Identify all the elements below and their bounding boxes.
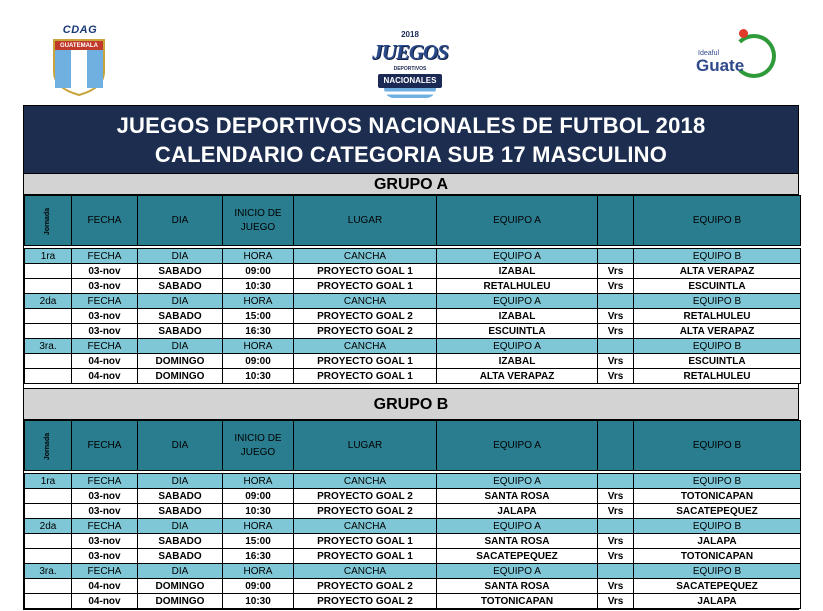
sub-dia: DIA xyxy=(138,519,223,534)
match-equipo-a: SACATEPEQUEZ xyxy=(437,549,598,564)
table-row xyxy=(25,354,801,369)
table-row xyxy=(25,579,801,594)
sub-dia: DIA xyxy=(138,339,223,354)
match-jornada xyxy=(25,264,72,279)
match-equipo-a: SANTA ROSA xyxy=(437,489,598,504)
sub-dia: DIA xyxy=(138,564,223,579)
match-fecha: 03-nov xyxy=(72,264,138,279)
cdag-shield-label: GUATEMALA xyxy=(60,43,98,49)
match-fecha: 04-nov xyxy=(72,354,138,369)
round-label: 1ra xyxy=(25,474,72,489)
match-equipo-a: ESCUINTLA xyxy=(437,324,598,339)
title-band xyxy=(24,106,798,173)
match-cancha: PROYECTO GOAL 1 xyxy=(294,549,437,564)
match-vs: Vrs xyxy=(598,489,634,504)
match-jornada xyxy=(25,579,72,594)
juegos-logo-sub: DEPORTIVOS xyxy=(393,66,427,72)
table-row xyxy=(25,594,801,609)
round-header-row xyxy=(25,519,801,534)
match-vs: Vrs xyxy=(598,549,634,564)
match-hora: 09:00 xyxy=(223,264,294,279)
match-dia: DOMINGO xyxy=(138,594,223,609)
match-dia: SABADO xyxy=(138,264,223,279)
match-fecha: 03-nov xyxy=(72,504,138,519)
table-row xyxy=(25,279,801,294)
match-equipo-a: JALAPA xyxy=(437,504,598,519)
match-hora: 09:00 xyxy=(223,489,294,504)
header-dia: DIA xyxy=(138,196,223,246)
sub-equipo-b: EQUIPO B xyxy=(634,474,801,489)
match-vs: Vrs xyxy=(598,594,634,609)
match-jornada xyxy=(25,279,72,294)
match-fecha: 03-nov xyxy=(72,549,138,564)
match-dia: SABADO xyxy=(138,534,223,549)
match-jornada xyxy=(25,309,72,324)
header-inicio: INICIO DE JUEGO xyxy=(223,421,294,471)
match-hora: 15:00 xyxy=(223,309,294,324)
sub-hora: HORA xyxy=(223,294,294,309)
sub-hora: HORA xyxy=(223,564,294,579)
sub-vs xyxy=(598,564,634,579)
match-fecha: 03-nov xyxy=(72,324,138,339)
juegos-logo-year: 2018 xyxy=(401,30,419,39)
match-vs: Vrs xyxy=(598,504,634,519)
header-vs xyxy=(598,196,634,246)
match-equipo-b: RETALHULEU xyxy=(634,309,801,324)
sub-equipo-a: EQUIPO A xyxy=(437,564,598,579)
match-cancha: PROYECTO GOAL 1 xyxy=(294,264,437,279)
match-vs: Vrs xyxy=(598,354,634,369)
sub-vs xyxy=(598,519,634,534)
round-label: 1ra xyxy=(25,249,72,264)
group-schedule-table xyxy=(24,195,801,384)
round-header-row xyxy=(25,249,801,264)
table-row xyxy=(25,489,801,504)
juegos-logo-band: NACIONALES xyxy=(378,74,442,88)
match-hora: 16:30 xyxy=(223,549,294,564)
match-vs: Vrs xyxy=(598,264,634,279)
match-equipo-b: ESCUINTLA xyxy=(634,354,801,369)
sub-equipo-b: EQUIPO B xyxy=(634,294,801,309)
match-vs: Vrs xyxy=(598,579,634,594)
sub-equipo-b: EQUIPO B xyxy=(634,339,801,354)
match-equipo-b: TOTONICAPAN xyxy=(634,489,801,504)
group-title: GRUPO A xyxy=(24,173,798,195)
match-equipo-b: RETALHULEU xyxy=(634,369,801,384)
match-equipo-a: IZABAL xyxy=(437,309,598,324)
group-schedule-table xyxy=(24,420,801,609)
round-header-row xyxy=(25,564,801,579)
match-hora: 15:00 xyxy=(223,534,294,549)
match-cancha: PROYECTO GOAL 2 xyxy=(294,504,437,519)
sub-cancha: CANCHA xyxy=(294,294,437,309)
match-vs: Vrs xyxy=(598,309,634,324)
sub-equipo-a: EQUIPO A xyxy=(437,294,598,309)
sub-hora: HORA xyxy=(223,249,294,264)
juegos-logo-main: JUEGOS xyxy=(372,40,448,64)
sub-fecha: FECHA xyxy=(72,249,138,264)
match-dia: SABADO xyxy=(138,489,223,504)
match-jornada xyxy=(25,489,72,504)
match-equipo-b: ALTA VERAPAZ xyxy=(634,324,801,339)
match-vs: Vrs xyxy=(598,324,634,339)
sub-cancha: CANCHA xyxy=(294,564,437,579)
match-fecha: 04-nov xyxy=(72,579,138,594)
table-row xyxy=(25,534,801,549)
round-header-row xyxy=(25,339,801,354)
match-dia: SABADO xyxy=(138,504,223,519)
cdag-logo xyxy=(50,24,108,96)
sub-equipo-a: EQUIPO A xyxy=(437,519,598,534)
match-equipo-b: TOTONICAPAN xyxy=(634,549,801,564)
header-fecha: FECHA xyxy=(72,196,138,246)
match-equipo-a: SANTA ROSA xyxy=(437,534,598,549)
match-cancha: PROYECTO GOAL 1 xyxy=(294,369,437,384)
match-jornada xyxy=(25,504,72,519)
match-dia: DOMINGO xyxy=(138,369,223,384)
match-fecha: 04-nov xyxy=(72,594,138,609)
match-equipo-b: ESCUINTLA xyxy=(634,279,801,294)
match-hora: 10:30 xyxy=(223,369,294,384)
match-cancha: PROYECTO GOAL 1 xyxy=(294,534,437,549)
match-fecha: 03-nov xyxy=(72,279,138,294)
match-dia: SABADO xyxy=(138,549,223,564)
match-equipo-b: JALAPA xyxy=(634,594,801,609)
match-hora: 10:30 xyxy=(223,504,294,519)
table-row xyxy=(25,324,801,339)
match-equipo-b: ALTA VERAPAZ xyxy=(634,264,801,279)
header-jornada xyxy=(25,421,72,471)
match-cancha: PROYECTO GOAL 1 xyxy=(294,354,437,369)
match-cancha: PROYECTO GOAL 2 xyxy=(294,489,437,504)
match-dia: DOMINGO xyxy=(138,579,223,594)
match-equipo-b: JALAPA xyxy=(634,534,801,549)
match-hora: 09:00 xyxy=(223,579,294,594)
header-dia: DIA xyxy=(138,421,223,471)
match-vs: Vrs xyxy=(598,369,634,384)
match-cancha: PROYECTO GOAL 1 xyxy=(294,279,437,294)
match-vs: Vrs xyxy=(598,534,634,549)
match-fecha: 03-nov xyxy=(72,489,138,504)
header-jornada xyxy=(25,196,72,246)
match-equipo-a: IZABAL xyxy=(437,354,598,369)
sub-equipo-b: EQUIPO B xyxy=(634,564,801,579)
match-hora: 16:30 xyxy=(223,324,294,339)
header-lugar: LUGAR xyxy=(294,421,437,471)
match-equipo-a: IZABAL xyxy=(437,264,598,279)
sub-vs xyxy=(598,294,634,309)
sub-cancha: CANCHA xyxy=(294,474,437,489)
juegos-nacionales-logo xyxy=(366,30,454,100)
sub-fecha: FECHA xyxy=(72,474,138,489)
header-equipo-a: EQUIPO A xyxy=(437,196,598,246)
sub-cancha: CANCHA xyxy=(294,339,437,354)
match-hora: 09:00 xyxy=(223,354,294,369)
juegos-logo-stripes xyxy=(384,88,436,98)
match-hora: 10:30 xyxy=(223,594,294,609)
sub-fecha: FECHA xyxy=(72,519,138,534)
match-equipo-a: SANTA ROSA xyxy=(437,579,598,594)
sub-vs xyxy=(598,339,634,354)
header-jornada-label: Jornada xyxy=(44,432,52,461)
match-equipo-b: SACATEPEQUEZ xyxy=(634,504,801,519)
table-row xyxy=(25,549,801,564)
sub-vs xyxy=(598,474,634,489)
match-jornada xyxy=(25,594,72,609)
groups-container xyxy=(24,173,798,609)
table-row xyxy=(25,369,801,384)
round-header-row xyxy=(25,474,801,489)
match-cancha: PROYECTO GOAL 2 xyxy=(294,579,437,594)
match-dia: SABADO xyxy=(138,279,223,294)
match-jornada xyxy=(25,369,72,384)
match-equipo-b: SACATEPEQUEZ xyxy=(634,579,801,594)
group-title: GRUPO B xyxy=(24,388,798,420)
sub-fecha: FECHA xyxy=(72,339,138,354)
match-cancha: PROYECTO GOAL 2 xyxy=(294,309,437,324)
match-equipo-a: RETALHULEU xyxy=(437,279,598,294)
sub-fecha: FECHA xyxy=(72,564,138,579)
guate-logo xyxy=(692,28,778,86)
match-fecha: 03-nov xyxy=(72,534,138,549)
guate-dot-icon xyxy=(739,29,748,38)
sub-equipo-b: EQUIPO B xyxy=(634,519,801,534)
match-cancha: PROYECTO GOAL 2 xyxy=(294,324,437,339)
guate-logo-small: Ideaful xyxy=(698,50,720,57)
sub-cancha: CANCHA xyxy=(294,519,437,534)
match-jornada xyxy=(25,534,72,549)
match-dia: SABADO xyxy=(138,309,223,324)
header-equipo-b: EQUIPO B xyxy=(634,196,801,246)
match-jornada xyxy=(25,324,72,339)
sub-dia: DIA xyxy=(138,294,223,309)
sub-dia: DIA xyxy=(138,474,223,489)
match-equipo-a: TOTONICAPAN xyxy=(437,594,598,609)
table-row xyxy=(25,504,801,519)
match-vs: Vrs xyxy=(598,279,634,294)
round-label: 2da xyxy=(25,519,72,534)
table-header-row xyxy=(25,421,801,471)
schedule-sheet xyxy=(23,105,799,610)
sub-hora: HORA xyxy=(223,519,294,534)
title-line-1: JUEGOS DEPORTIVOS NACIONALES DE FUTBOL 2018 xyxy=(116,113,706,138)
sub-equipo-a: EQUIPO A xyxy=(437,474,598,489)
header-lugar: LUGAR xyxy=(294,196,437,246)
title-line-2: CALENDARIO CATEGORIA SUB 17 MASCULINO xyxy=(154,142,668,167)
header-jornada-label: Jornada xyxy=(44,207,52,236)
cdag-logo-text: CDAG xyxy=(62,24,98,36)
sub-vs xyxy=(598,249,634,264)
match-cancha: PROYECTO GOAL 2 xyxy=(294,594,437,609)
match-jornada xyxy=(25,549,72,564)
header-equipo-b: EQUIPO B xyxy=(634,421,801,471)
match-fecha: 04-nov xyxy=(72,369,138,384)
sub-hora: HORA xyxy=(223,474,294,489)
sub-cancha: CANCHA xyxy=(294,249,437,264)
table-row xyxy=(25,264,801,279)
header-inicio: INICIO DE JUEGO xyxy=(223,196,294,246)
match-hora: 10:30 xyxy=(223,279,294,294)
table-row xyxy=(25,309,801,324)
header-fecha: FECHA xyxy=(72,421,138,471)
round-label: 3ra. xyxy=(25,339,72,354)
match-equipo-a: ALTA VERAPAZ xyxy=(437,369,598,384)
sub-equipo-a: EQUIPO A xyxy=(437,339,598,354)
match-fecha: 03-nov xyxy=(72,309,138,324)
table-header-row xyxy=(25,196,801,246)
match-dia: DOMINGO xyxy=(138,354,223,369)
sub-equipo-a: EQUIPO A xyxy=(437,249,598,264)
round-label: 2da xyxy=(25,294,72,309)
sub-fecha: FECHA xyxy=(72,294,138,309)
guate-logo-big: Guate xyxy=(696,56,745,75)
sub-dia: DIA xyxy=(138,249,223,264)
header-equipo-a: EQUIPO A xyxy=(437,421,598,471)
sub-hora: HORA xyxy=(223,339,294,354)
round-header-row xyxy=(25,294,801,309)
sub-equipo-b: EQUIPO B xyxy=(634,249,801,264)
match-dia: SABADO xyxy=(138,324,223,339)
match-jornada xyxy=(25,354,72,369)
round-label: 3ra. xyxy=(25,564,72,579)
header-vs xyxy=(598,421,634,471)
